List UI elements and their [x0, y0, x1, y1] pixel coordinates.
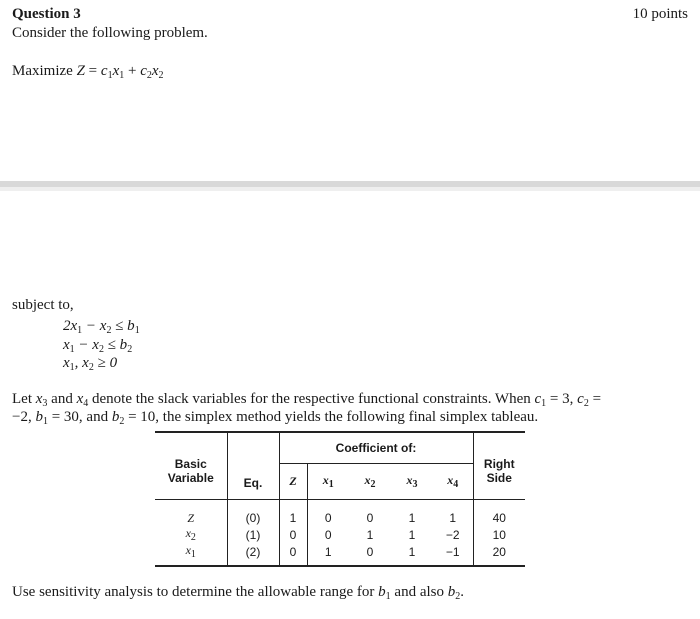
header-eq: Eq. [227, 432, 279, 500]
header-basic-variable: Basic Variable [155, 432, 227, 500]
header-coefficient: Coefficient of: [279, 432, 473, 464]
row-1-rhs: 10 [492, 527, 506, 542]
row-1-basic: $x_2$ [155, 526, 227, 543]
section-divider-shadow [0, 187, 700, 191]
constraints-heading: subject to, [12, 297, 74, 313]
header-col-x3: $x_3$ [391, 464, 433, 500]
row-1-x4: −2 [433, 526, 473, 543]
row-0-eq: (0) [227, 500, 279, 527]
row-0-x4: 1 [433, 500, 473, 527]
row-0-rhs: 40 [473, 500, 525, 527]
intro-text: Consider the following problem. [12, 25, 208, 41]
header-col-x4: $x_4$ [433, 464, 473, 500]
row-2-x4: −1 [433, 543, 473, 566]
question-title: Question 3 [12, 6, 81, 22]
row-1-z: 0 [279, 526, 307, 543]
row-2-x3: 1 [408, 544, 416, 559]
row-2-eq: (2) [227, 543, 279, 566]
row-0-x3: 1 [391, 500, 433, 527]
row-0-x2: 0 [349, 500, 391, 527]
constraint-1: $2x_1 - x_2 \le b_1$ [63, 318, 140, 336]
row-2-rhs: 20 [492, 544, 506, 559]
row-2-x2: 0 [366, 544, 374, 559]
row-2-x1: 1 [324, 544, 332, 559]
constraint-nonneg: $x_1$, $x_2 \ge 0$ [63, 355, 118, 373]
row-1-x2: 1 [366, 527, 374, 542]
row-0-x1: 0 [307, 500, 349, 527]
header-right-side: Right Side [483, 457, 515, 485]
paragraph-line-2: −2, $b_1 = 30$, and $b_2 = 10$, the simplex method yields the following final simplex tableau. [12, 409, 539, 427]
objective-function: Maximize $Z = c_1x_1 + c_2x_2$ [12, 63, 164, 81]
row-0-z: 1 [279, 500, 307, 527]
header-col-x1: $x_1$ [307, 464, 349, 500]
row-1-x1: 0 [324, 527, 332, 542]
row-1-x3: 1 [408, 527, 416, 542]
header-col-z: Z [279, 464, 307, 500]
paragraph-line-1: Let $x_3$ and $x_4$ denote the slack variables for the respective functional constraints. When $c_1 = 3$, $c_2$ = [12, 391, 602, 409]
points-label: 10 points [632, 6, 688, 22]
row-2-basic: $x_1$ [155, 543, 227, 566]
row-0-basic: Z [155, 500, 227, 527]
task-text: Use sensitivity analysis to determine the allowable range for $b_1$ and also $b_2$. [12, 584, 464, 602]
header-col-x2: $x_2$ [349, 464, 391, 500]
simplex-tableau [155, 431, 525, 567]
row-1-eq: (1) [227, 526, 279, 543]
constraint-2: $x_1 - x_2 \le b_2$ [63, 337, 133, 355]
row-2-z: 0 [279, 543, 307, 566]
